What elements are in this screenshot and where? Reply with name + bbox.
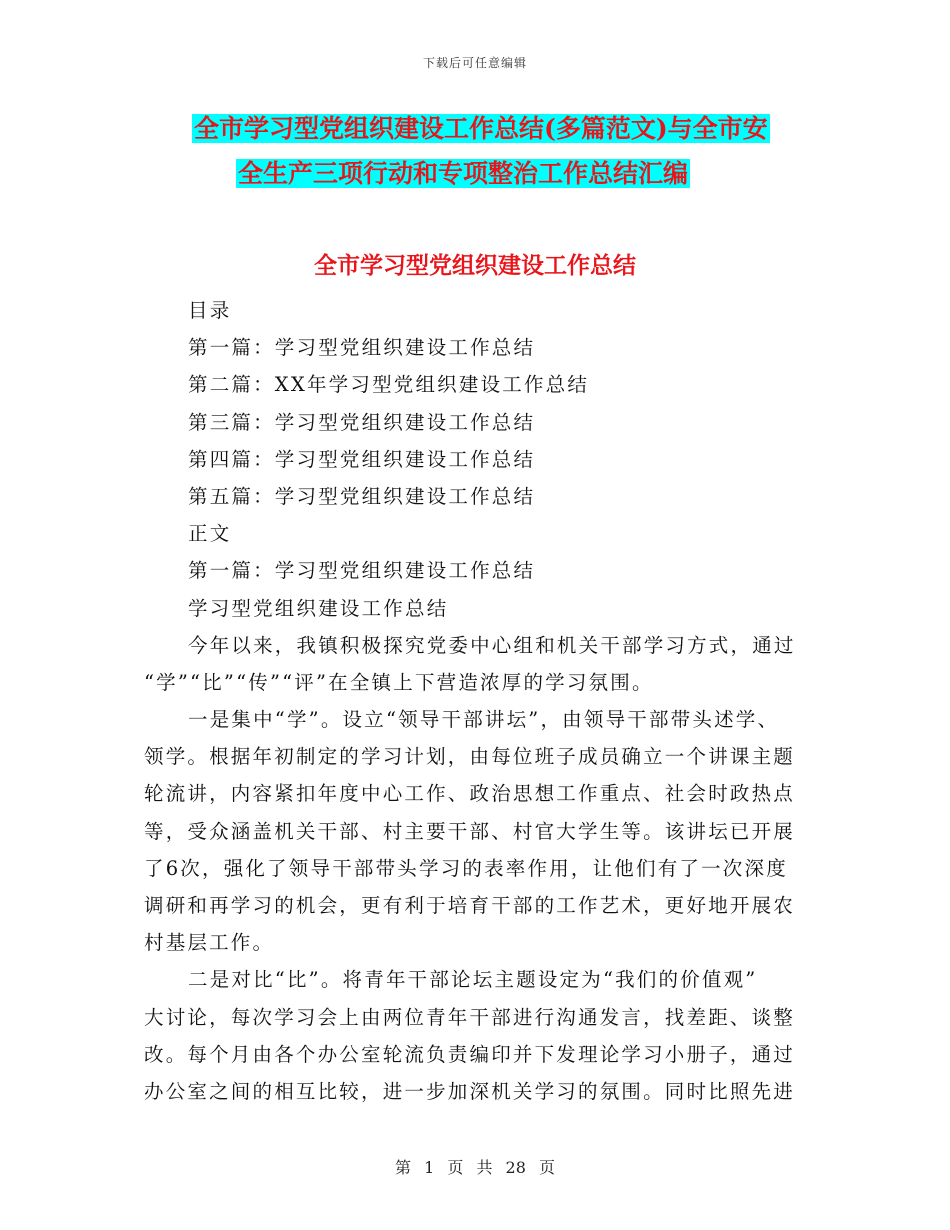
toc-item: 第一篇：学习型党组织建设工作总结: [188, 336, 536, 360]
paragraph-line: 大讨论，每次学习会上由两位青年干部进行沟通发言，找差距、谈整: [144, 1005, 796, 1029]
toc-item: 第三篇：学习型党组织建设工作总结: [188, 410, 536, 434]
document-body: [144, 292, 804, 1110]
paragraph-line: 了6次，强化了领导干部带头学习的表率作用，让他们有了一次深度: [144, 856, 788, 880]
paragraph-line: 今年以来，我镇积极探究党委中心组和机关干部学习方式，通过: [188, 633, 796, 657]
toc-item: 第二篇：XX年学习型党组织建设工作总结: [188, 373, 590, 397]
paragraph-line: 村基层工作。: [144, 931, 275, 955]
paragraph-line: 办公室之间的相互比较，进一步加深机关学习的氛围。同时比照先进: [144, 1079, 796, 1103]
chapter-subheading: 学习型党组织建设工作总结: [188, 596, 449, 620]
toc-label: 目录: [188, 299, 232, 322]
toc-item: 第五篇：学习型党组织建设工作总结: [188, 484, 536, 508]
page-header-note: 下载后可任意编辑: [422, 56, 527, 70]
paragraph-line: “学”“比”“传”“评”在全镇上下营造浓厚的学习氛围。: [144, 670, 654, 694]
page-number-footer: 第 1 页 共 28 页: [395, 1158, 555, 1177]
paragraph-line: 轮流讲，内容紧扣年度中心工作、政治思想工作重点、社会时政热点: [144, 782, 796, 806]
paragraph-line: 改。每个月由各个办公室轮流负责编印并下发理论学习小册子，通过: [144, 1042, 796, 1066]
paragraph-line: 一是集中“学”。设立“领导干部讲坛”，由领导干部带头述学、: [188, 708, 780, 732]
body-label: 正文: [188, 522, 232, 546]
paragraph-line: 二是对比“比”。将青年干部论坛主题设定为“我们的价值观”: [188, 968, 758, 992]
document-title-text-1: 全市学习型党组织建设工作总结(多篇范文)与全市安: [194, 114, 768, 143]
document-title-text-2: 全生产三项行动和专项整治工作总结汇编: [238, 159, 689, 188]
paragraph-line: 领学。根据年初制定的学习计划，由每位班子成员确立一个讲课主题: [144, 745, 796, 769]
paragraph-line: 调研和再学习的机会，更有利于培育干部的工作艺术，更好地开展农: [144, 894, 796, 917]
toc-item: 第四篇：学习型党组织建设工作总结: [188, 447, 536, 471]
document-title-line-2: [0, 155, 950, 193]
chapter-heading: 第一篇：学习型党组织建设工作总结: [188, 559, 536, 583]
document-title-line-1: [0, 110, 950, 148]
section-title: 全市学习型党组织建设工作总结: [314, 252, 636, 279]
paragraph-line: 等，受众涵盖机关干部、村主要干部、村官大学生等。该讲坛已开展: [144, 819, 796, 843]
